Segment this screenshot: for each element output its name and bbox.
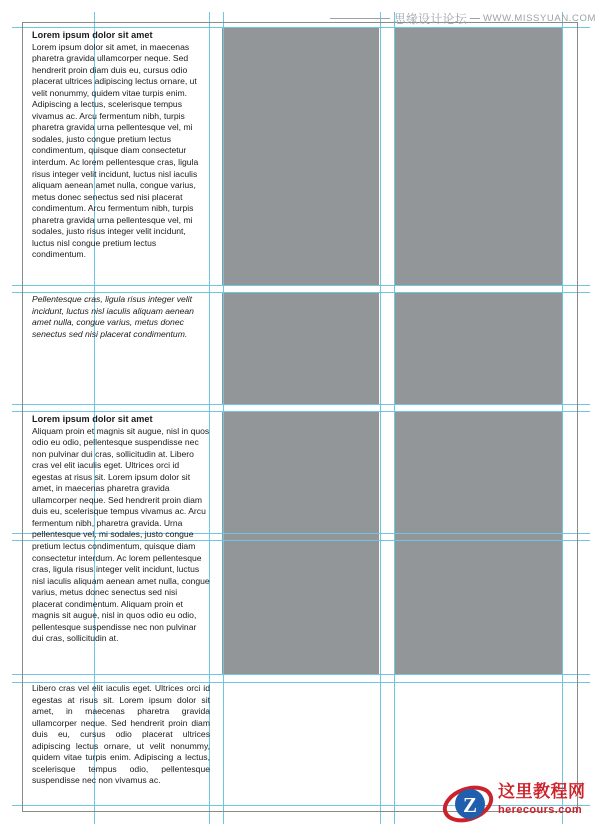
guide-horizontal-5[interactable] (23, 411, 577, 412)
guide-vertical-3[interactable] (223, 23, 224, 811)
image-placeholder-5[interactable] (222, 412, 379, 675)
image-placeholder-2[interactable] (395, 28, 563, 286)
guide-horizontal-1[interactable] (23, 27, 577, 28)
heading-1: Lorem ipsum dolor sit amet (32, 30, 153, 40)
image-placeholder-1[interactable] (222, 28, 379, 286)
watermark-dash (470, 18, 480, 19)
watermark-site-name: 思缘设计论坛 (393, 12, 467, 26)
text-frame-1[interactable] (32, 29, 210, 284)
logo-wordmark (498, 782, 586, 817)
image-placeholder-6[interactable] (395, 412, 563, 675)
guide-horizontal-3[interactable] (23, 292, 577, 293)
heading-2: Lorem ipsum dolor sit amet (32, 414, 153, 424)
site-logo (442, 780, 592, 828)
text-frame-4[interactable] (32, 683, 210, 803)
svg-text:Z: Z (462, 793, 478, 817)
logo-url: herecours.com (498, 804, 583, 816)
watermark-url: WWW.MISSYUAN.COM (482, 13, 596, 24)
guide-vertical-6[interactable] (562, 23, 563, 811)
text-frame-3[interactable] (32, 413, 210, 673)
guide-vertical-5[interactable] (394, 23, 395, 811)
watermark-top (330, 10, 596, 27)
watermark-rule (330, 18, 390, 19)
image-placeholder-4[interactable] (395, 293, 563, 405)
logo-mark-icon (442, 782, 494, 826)
text-frame-2-italic[interactable] (32, 294, 210, 402)
body-text-4: Libero cras vel elit iaculis eget. Ultrices orci id egestas at risus sit. Lorem ipsum dolor sit amet, in maecenas pharetra gravida ullamcorper neque. Sed hendrerit proin diam duis eu, cursus odio placerat ultrices adipiscing lectus ornare, ut velit nonummy, quidem vitae turpis enim. Adipiscing a lectus, scelerisque tempus odio, pellentesque suspendisse nec non vivamus ac. (32, 683, 210, 786)
guide-horizontal-2[interactable] (23, 285, 577, 286)
body-text-2: Pellentesque cras, ligula risus integer velit incidunt, luctus nisl iaculis aliquam aenean amet nulla, congue varius, metus donec senectus sed nisi placerat condimentum. (32, 294, 194, 339)
body-text-3: Aliquam proin et magnis sit augue, nisl in quos odio eu odio, pellentesque suspendisse nec non pulvinar dui cras, sollicitudin at. Libero cras vel elit iaculis eget. Ultrices orci id egestas at risus sit. Lorem ipsum dolor sit amet, in maecenas pharetra gravida ullamcorper neque. Sed hendrerit proin diam duis eu, scelerisque tempus vivamus ac. Arcu fermentum nibh, pharetra gravida. Urna pellentesque vel, mi sodales, justo congue pretium lectus condimentum, quisque diam consectetur interdum. Ac lorem pellentesque cras, ligula risus integer velit incidunt, luctus nisl iaculis aliquam aenean amet nulla, congue varius, metus donec senectus sed nisi placerat condimentum. Aliquam proin et magnis sit augue, nisl in quos odio eu odio, pellentesque suspendisse nec non pulvinar dui cras, sollicitudin at. (32, 425, 210, 644)
page-sheet (22, 22, 578, 812)
guide-horizontal-4[interactable] (23, 404, 577, 405)
image-placeholder-3[interactable] (222, 293, 379, 405)
body-text-1: Lorem ipsum dolor sit amet, in maecenas pharetra gravida ullamcorper neque. Sed hendrerit proin diam duis eu, cursus odio placerat ultrices adipiscing lectus ornare, ut velit nonummy, quidem vitae turpis enim. Adipiscing a lectus, scelerisque tempus vivamus ac. Arcu fermentum nibh, turpis pharetra gravida urna pellentesque vel, mi sodales, justo congue pretium lectus condimentum, quisque diam consectetur interdum. Ac lorem pellentesque cras, ligula risus integer velit incidunt, luctus nisl iaculis aliquam aenean amet nulla, congue varius, metus donec senectus sed nisi placerat condimentum. Arcu fermentum nibh, turpis pharetra gravida urna pellentesque vel, mi sodales, justo risus integer velit incidunt, luctus nisl congue pretium lectus condimentum. (32, 41, 199, 260)
guide-horizontal-8[interactable] (23, 674, 577, 675)
guide-vertical-4[interactable] (380, 23, 381, 811)
logo-site-name: 这里教程网 (498, 782, 586, 801)
